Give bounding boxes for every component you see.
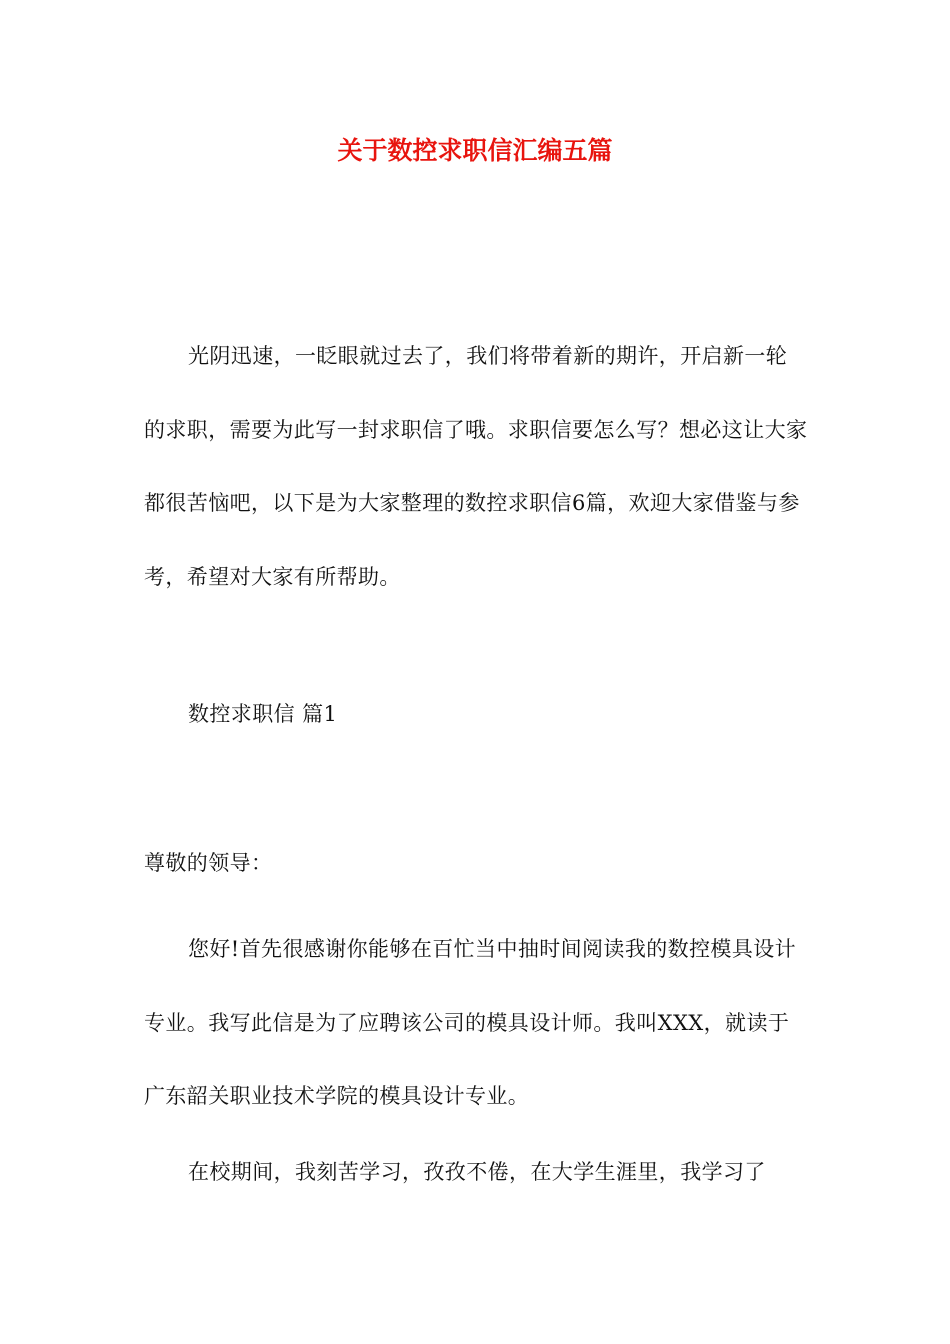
intro-paragraph: 光阴迅速，一眨眼就过去了，我们将带着新的期许，开启新一轮的求职，需要为此写一封求职信了哦。求职信要怎么写？想必这让大家都很苦恼吧，以下是为大家整理的数控求职信6篇，欢迎大家借鉴与参考，希望对大家有所帮助。 [144,344,808,589]
body-paragraph: 您好!首先很感谢你能够在百忙当中抽时间阅读我的数控模具设计专业。我写此信是为了应聘该公司的模具设计师。我叫XXX，就读于广东韶关职业技术学院的模具设计专业。 [144,937,797,1108]
section-heading: 数控求职信 篇1 [188,702,338,726]
salutation: 尊敬的领导： [144,851,273,875]
body-paragraph: 在校期间，我刻苦学习，孜孜不倦，在大学生涯里，我学习了 [188,1160,766,1184]
document-title: 关于数控求职信汇编五篇 [337,136,613,165]
